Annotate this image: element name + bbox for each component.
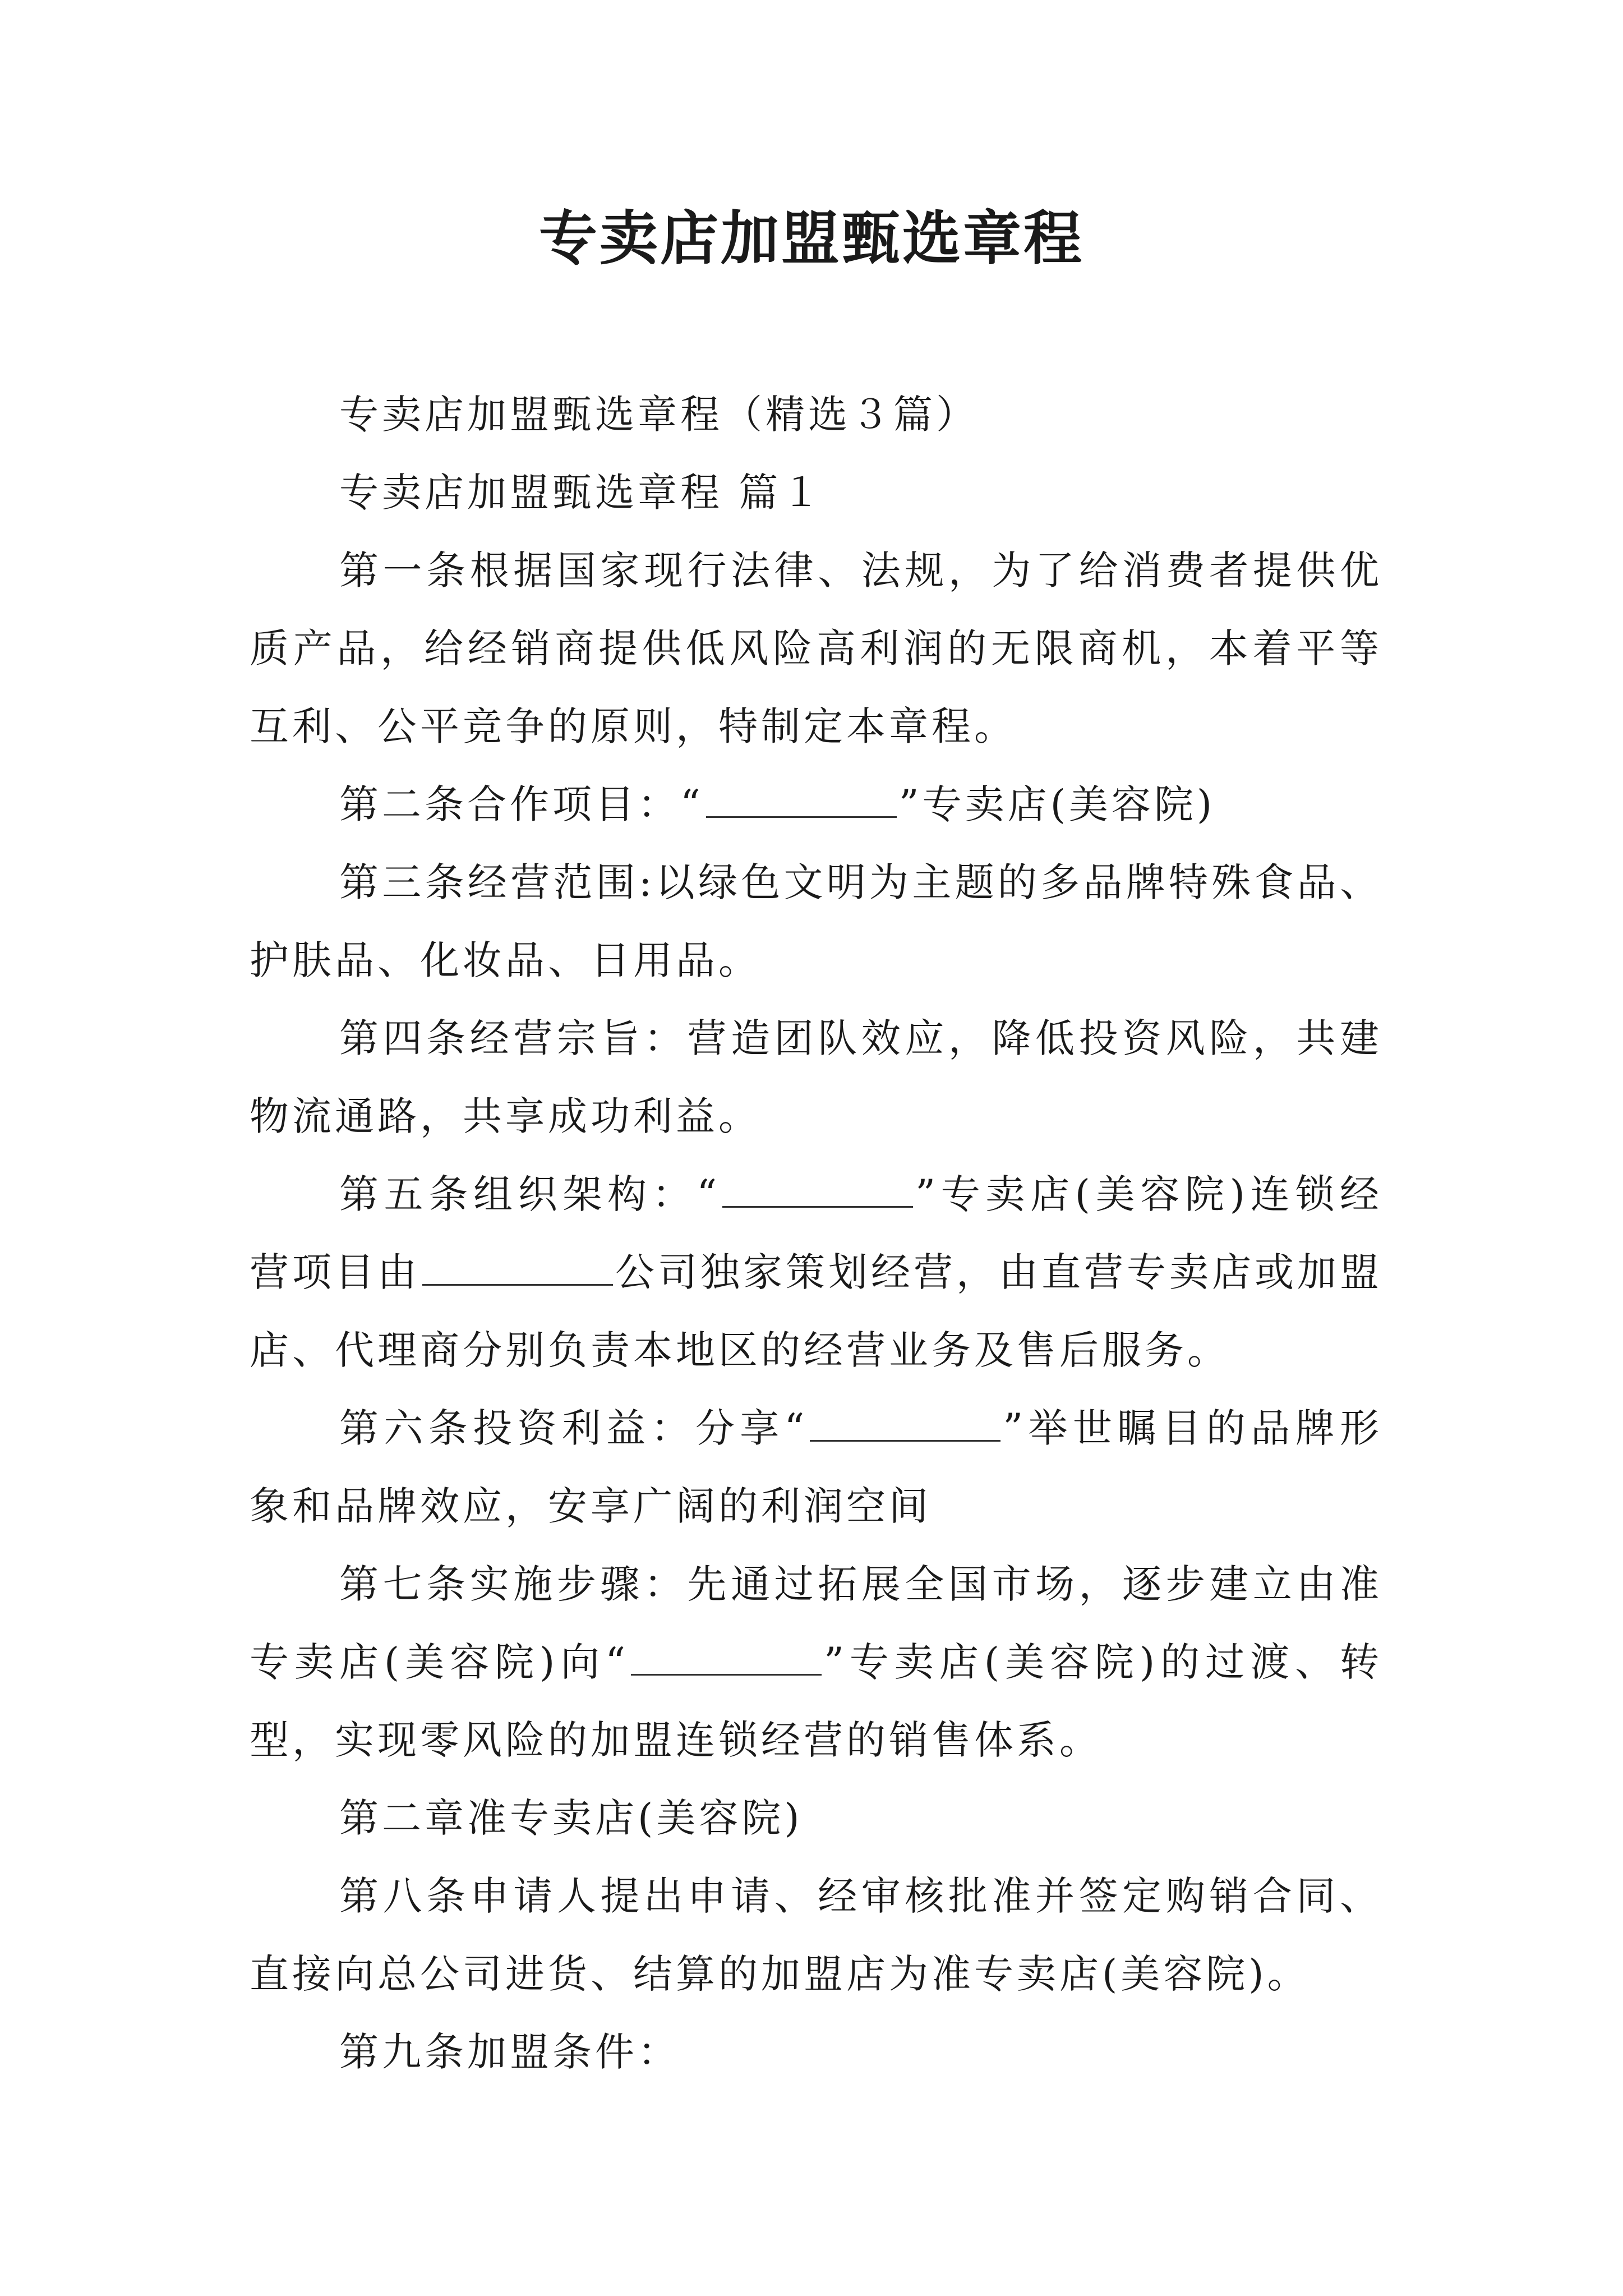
- article-7-text-a: 第七条实施步骤：先通过拓展全国市场，逐步建立由准专卖店(美容院)向“: [250, 1561, 1382, 1685]
- document-body: [250, 376, 1382, 2091]
- article-6-text-b: ”举世瞩目的品牌形象和品牌效应，安享广阔的利润空间: [250, 1405, 1382, 1529]
- paragraph-collection-title: 专卖店加盟甄选章程（精选３篇）: [339, 392, 979, 438]
- paragraph-article-7: [250, 1545, 1382, 1779]
- paragraph-article-6: [250, 1389, 1382, 1545]
- document-title: 专卖店加盟甄选章程: [538, 204, 1084, 273]
- fill-in-blank: [722, 1167, 913, 1208]
- paragraph-article-8: 第八条申请人提出申请、经审核批准并签定购销合同、直接向总公司进货、结算的加盟店为准专卖店(美容院)。: [250, 1873, 1382, 1997]
- paragraph-article-5: [250, 1156, 1382, 1389]
- fill-in-blank: [810, 1401, 1000, 1442]
- fill-in-blank: [631, 1635, 822, 1676]
- fill-in-blank: [706, 777, 897, 818]
- paragraph-chapter-2-heading: 第二章准专卖店(美容院): [339, 1795, 803, 1841]
- paragraph-article-1: 第一条根据国家现行法律、法规，为了给消费者提供优质产品，给经销商提供低风险高利润的无限商机，本着平等互利、公平竞争的原则，特制定本章程。: [250, 547, 1382, 749]
- paragraph-article-3: 第三条经营范围:以绿色文明为主题的多品牌特殊食品、护肤品、化妆品、日用品。: [250, 859, 1382, 983]
- paragraph-chapter-heading: 专卖店加盟甄选章程 篇１: [339, 470, 824, 516]
- paragraph-article-9: 第九条加盟条件：: [339, 2029, 680, 2075]
- paragraph-article-2: [250, 766, 1382, 844]
- article-5-text-b: ”专卖店(美容院)连锁经营项目由: [250, 1171, 1383, 1295]
- article-2-text-a: 第二条合作项目：“: [339, 781, 704, 827]
- article-6-text-a: 第六条投资利益：分享“: [339, 1405, 808, 1451]
- article-5-text-c: 公司独家策划经营，由直营专卖店或加盟店、代理商分别负责本地区的经营业务及售后服务。: [250, 1249, 1382, 1373]
- paragraph-article-4: 第四条经营宗旨：营造团队效应，降低投资风险，共建物流通路，共享成功利益。: [250, 1015, 1382, 1139]
- article-7-text-b: ”专卖店(美容院)的过渡、转型，实现零风险的加盟连锁经营的销售体系。: [250, 1639, 1383, 1763]
- article-2-text-b: ”专卖店(美容院): [898, 781, 1216, 827]
- article-5-text-a: 第五条组织架构：“: [339, 1171, 721, 1217]
- fill-in-blank: [422, 1245, 613, 1286]
